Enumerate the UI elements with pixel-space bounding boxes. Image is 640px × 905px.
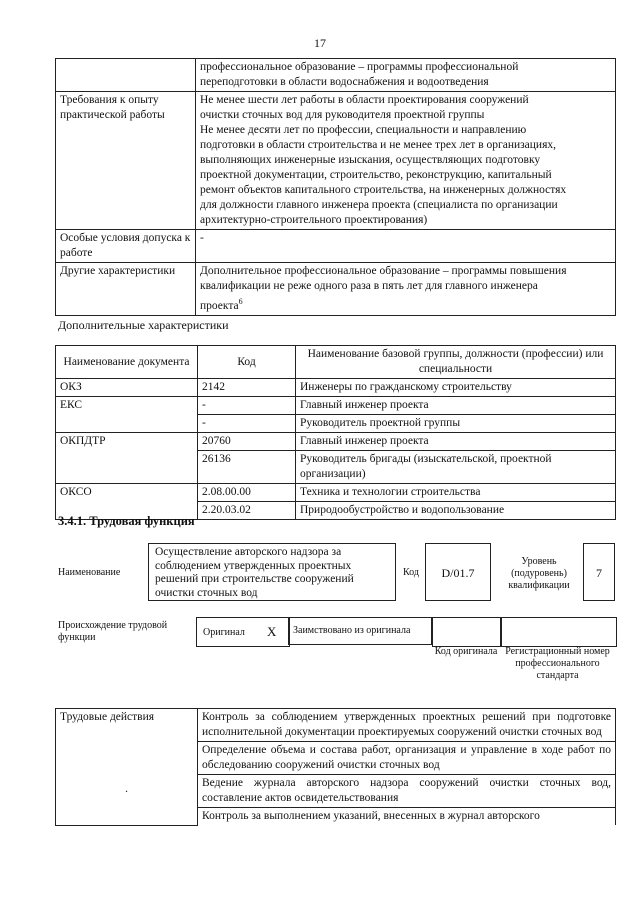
name-cell: Руководитель проектной группы	[296, 415, 616, 433]
code-cell: 2.20.03.02	[198, 502, 296, 520]
row-label: Особые условия допуска к работе	[56, 230, 196, 263]
section-title: 3.4.1. Трудовая функция	[58, 514, 195, 528]
code-cell: 2142	[198, 379, 296, 397]
original-box	[196, 617, 290, 647]
name-cell: Главный инженер проекта	[296, 397, 616, 415]
labor-action-item: Контроль за выполнением указаний, внесенных в журнал авторского	[198, 808, 616, 826]
level-label: Уровень (подуровень) квалификации	[508, 556, 570, 591]
table-row	[56, 230, 616, 263]
code-cell: 20760	[198, 433, 296, 451]
code-original-box	[432, 617, 502, 647]
column-header: Наименование документа	[56, 346, 198, 379]
row-label: Другие характеристики	[56, 263, 196, 316]
labor-action-item: Ведение журнала авторского надзора сооружений очистки сточных вод, составление актов освидетельствования	[198, 775, 616, 808]
name-cell: Инженеры по гражданскому строительству	[296, 379, 616, 397]
additional-table	[55, 345, 616, 520]
text-line: Не менее шести лет работы в области проектирования сооружений	[200, 94, 529, 106]
name-cell: Техника и технологии строительства	[296, 484, 616, 502]
additional-characteristics-title: Дополнительные характеристики	[58, 318, 229, 332]
column-header: Наименование базовой группы, должности (профессии) или специальности	[296, 346, 616, 379]
original-label: Оригинал	[203, 627, 245, 638]
text-line: очистки сточных вод для руководителя проектной группы	[200, 109, 485, 121]
code-label: Код	[403, 567, 419, 578]
bullet-mark: .	[125, 783, 128, 795]
doc-cell: ОКЗ	[56, 379, 198, 397]
doc-cell: ОКПДТР	[56, 433, 198, 484]
code-cell: -	[198, 397, 296, 415]
table-row	[56, 92, 616, 230]
origin-label: Происхождение трудовой функции	[58, 620, 168, 643]
code-cell: 26136	[198, 451, 296, 484]
code-original-caption: Код оригинала	[434, 646, 498, 657]
text-line: Дополнительное профессиональное образование – программы повышения	[200, 265, 567, 277]
row-label: Требования к опыту практической работы	[56, 92, 196, 230]
table-row	[56, 263, 616, 316]
table-row	[56, 709, 616, 742]
table-row	[56, 379, 616, 397]
level-value: 7	[583, 543, 615, 601]
footnote-mark: 6	[238, 297, 243, 306]
text-line: для должности главного инженера проекта (специалиста по организации	[200, 199, 558, 211]
name-cell: Природообустройство и водопользование	[296, 502, 616, 520]
table-row	[56, 59, 616, 92]
borrowed-label: Заимствовано из оригинала	[293, 625, 411, 636]
text-line: подготовки в области строительства и не менее трех лет в организациях,	[200, 139, 556, 151]
name-cell: Главный инженер проекта	[296, 433, 616, 451]
table-row	[56, 484, 616, 502]
borrowed-box	[288, 617, 432, 645]
text-line: Не менее десяти лет по профессии, специальности и направлению	[200, 124, 527, 136]
text-line: переподготовки в области водоснабжения и водоотведения	[200, 76, 489, 88]
text-line: архитектурно-строительного проектирования)	[200, 214, 428, 226]
text-line: -	[200, 232, 204, 244]
labor-actions-label: Трудовые действия	[60, 711, 155, 723]
labor-action-item: Определение объема и состава работ, организация и управление в ходе работ по обследованию сооружений очистки сточных вод	[198, 742, 616, 775]
code-cell: 2.08.00.00	[198, 484, 296, 502]
column-header: Код	[198, 346, 296, 379]
text-line: ремонт объектов капитального строительства, на инженерных должностях	[200, 184, 567, 196]
labor-action-item: Контроль за соблюдением утвержденных проектных решений при подготовке исполнительной документации проектируемых сооружений очистки сточных вод	[198, 709, 616, 742]
table-row	[56, 397, 616, 415]
table-row	[56, 433, 616, 451]
doc-cell: ОКСО	[56, 484, 198, 520]
page-number: 17	[314, 36, 326, 50]
function-code-value: D/01.7	[425, 543, 491, 601]
name-cell: Руководитель бригады (изыскательской, проектной организации)	[296, 451, 616, 484]
reg-number-box	[500, 617, 617, 647]
table-header-row	[56, 346, 616, 379]
original-mark: X	[267, 624, 277, 639]
doc-cell: ЕКС	[56, 397, 198, 433]
code-cell: -	[198, 415, 296, 433]
reg-number-caption: Регистрационный номер профессионального стандарта	[505, 646, 610, 681]
text-line: квалификации не реже одного раза в пять лет для главного инженера	[200, 280, 538, 292]
function-name-value: Осуществление авторского надзора за соблюдением утвержденных проектных решений при строительстве сооружений очистки сточных вод	[148, 543, 396, 601]
text-line: проектной документации, строительство, реконструкцию, капитальный	[200, 169, 552, 181]
text-line: выполняющих инженерные изыскания, осуществляющих подготовку	[200, 154, 541, 166]
requirements-table	[55, 58, 616, 316]
labor-actions-table	[55, 708, 616, 826]
text-line: профессиональное образование – программы профессиональной	[200, 61, 519, 73]
name-label: Наименование	[58, 567, 121, 578]
row-label	[56, 59, 196, 92]
text-line: проекта	[200, 299, 239, 312]
